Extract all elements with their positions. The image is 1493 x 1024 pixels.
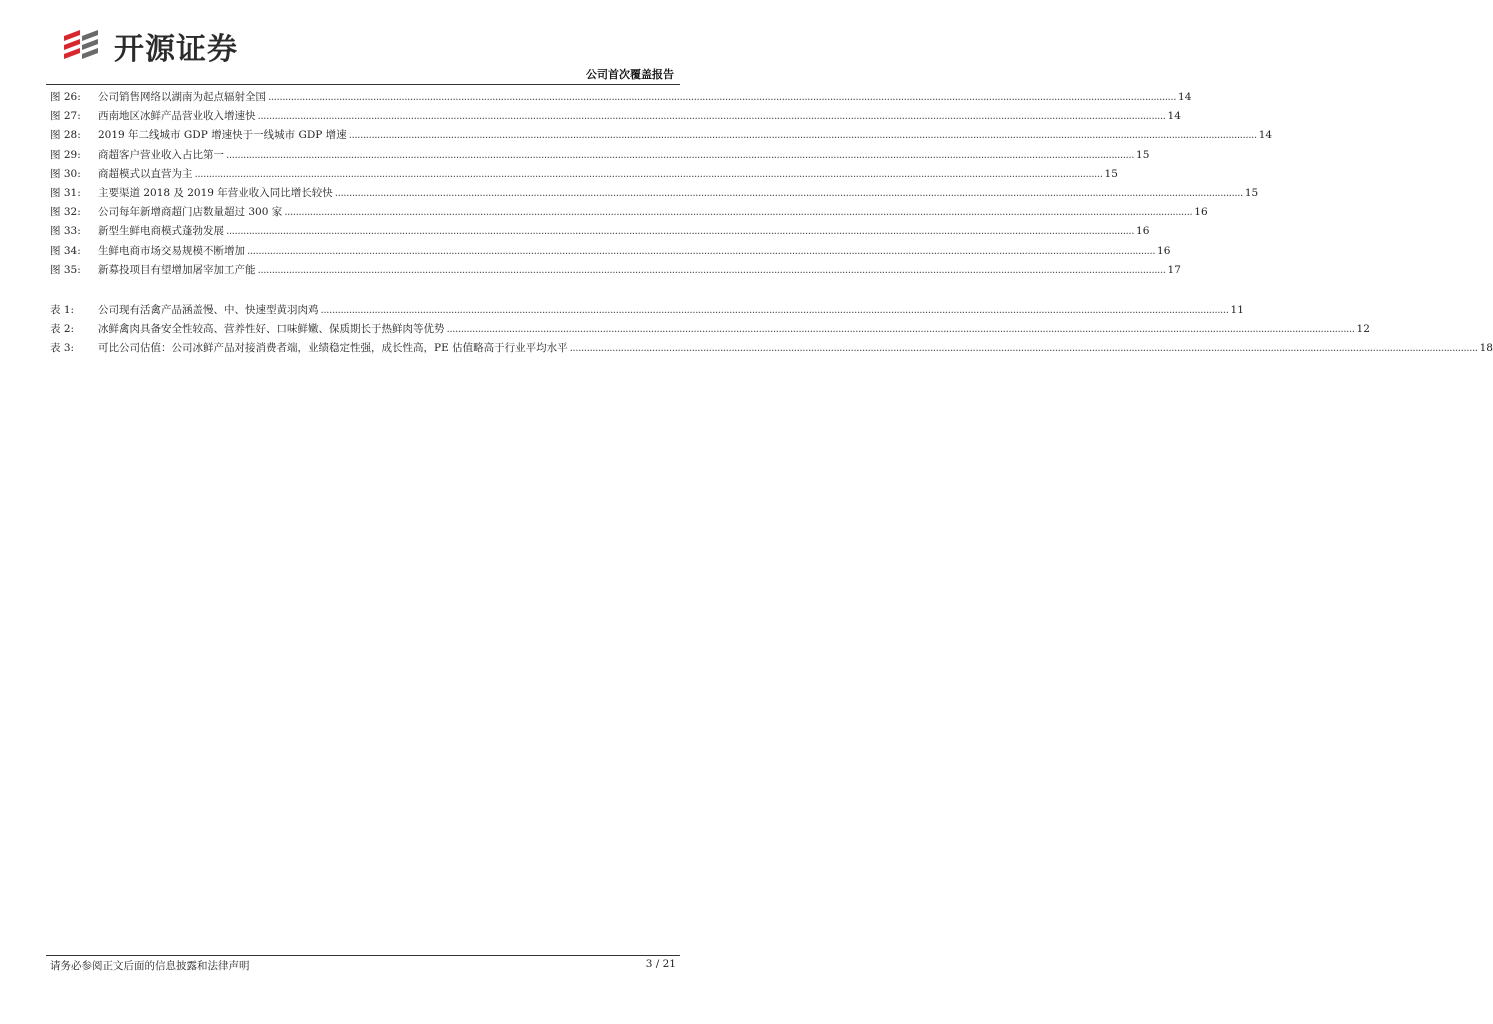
entry-page-number: 15 <box>1136 148 1150 161</box>
entry-page-number: 16 <box>1136 225 1150 238</box>
dot-leader <box>226 149 1134 161</box>
dot-leader <box>447 323 1355 335</box>
figure-index-row[interactable] <box>50 108 1181 127</box>
entry-title: 可比公司估值：公司冰鲜产品对接消费者端，业绩稳定性强，成长性高，PE 估值略高于行业平均水平 <box>98 342 568 355</box>
entry-number: 图 31: <box>50 186 81 199</box>
figure-index-row[interactable] <box>50 185 1259 204</box>
report-type-label: 公司首次覆盖报告 <box>586 68 674 81</box>
entry-title: 新募投项目有望增加屠宰加工产能 <box>98 263 256 276</box>
entry-number: 图 26: <box>50 91 81 103</box>
table-index-row[interactable] <box>50 340 1493 359</box>
entry-page-number: 11 <box>1230 304 1244 316</box>
table-index-row[interactable] <box>50 302 1244 321</box>
header-divider <box>46 84 680 85</box>
entry-page-number: 14 <box>1167 110 1181 123</box>
entry-title: 商超客户营业收入占比第一 <box>98 148 224 161</box>
entry-number: 表 2: <box>50 323 75 336</box>
entry-title: 2019 年二线城市 GDP 增速快于一线城市 GDP 增速 <box>98 129 347 142</box>
logo-text: 开源证券 <box>114 32 238 67</box>
dot-leader <box>335 187 1243 199</box>
entry-page-number: 14 <box>1178 91 1192 103</box>
entry-title: 生鲜电商市场交易规模不断增加 <box>98 244 245 257</box>
entry-number: 图 30: <box>50 167 81 180</box>
entry-title: 新型生鲜电商模式蓬勃发展 <box>98 225 224 238</box>
dot-leader <box>268 91 1176 103</box>
entry-title: 西南地区冰鲜产品营业收入增速快 <box>98 110 256 123</box>
logo-mark-icon <box>60 26 108 66</box>
entry-page-number: 12 <box>1356 323 1370 336</box>
entry-page-number: 16 <box>1194 206 1208 219</box>
entry-page-number: 15 <box>1244 186 1259 199</box>
entry-page-number: 18 <box>1479 342 1493 355</box>
table-index-row[interactable] <box>50 321 1370 340</box>
entry-title: 冰鲜禽肉具备安全性较高、营养性好、口味鲜嫩、保质期长于热鲜肉等优势 <box>98 323 445 336</box>
figure-index-row[interactable] <box>50 223 1150 242</box>
entry-number: 图 28: <box>50 129 81 142</box>
entry-title: 公司现有活禽产品涵盖慢、中、快速型黄羽肉鸡 <box>98 304 319 316</box>
brand-logo <box>60 26 238 66</box>
entry-number: 图 33: <box>50 225 81 238</box>
entry-title: 商超模式以直营为主 <box>98 167 193 180</box>
dot-leader <box>247 245 1155 257</box>
dot-leader <box>258 264 1166 276</box>
figure-index-row[interactable] <box>50 243 1171 262</box>
entry-number: 图 32: <box>50 206 81 219</box>
entry-page-number: 15 <box>1104 167 1118 180</box>
dot-leader <box>570 342 1478 354</box>
entry-number: 表 3: <box>50 342 75 355</box>
figure-index-row[interactable] <box>50 147 1150 166</box>
entry-title: 主要渠道 2018 及 2019 年营业收入同比增长较快 <box>98 186 333 199</box>
figure-index-row[interactable] <box>50 89 1192 108</box>
dot-leader <box>195 168 1103 180</box>
dot-leader <box>321 304 1229 316</box>
figure-index-row[interactable] <box>50 166 1118 185</box>
entry-page-number: 17 <box>1167 263 1181 276</box>
footer-divider <box>46 955 680 956</box>
entry-title: 公司每年新增商超门店数量超过 300 家 <box>98 206 283 219</box>
entry-number: 图 35: <box>50 263 81 276</box>
footer-disclaimer: 请务必参阅正文后面的信息披露和法律声明 <box>50 960 250 972</box>
dot-leader <box>226 225 1134 237</box>
entry-number: 图 27: <box>50 110 81 123</box>
entry-title: 公司销售网络以湖南为起点辐射全国 <box>98 91 266 103</box>
dot-leader <box>284 206 1192 218</box>
dot-leader <box>349 129 1257 141</box>
dot-leader <box>258 110 1166 122</box>
entry-number: 图 34: <box>50 244 81 257</box>
figure-index-row[interactable] <box>50 127 1273 146</box>
entry-page-number: 16 <box>1157 244 1171 257</box>
page-indicator: 3 / 21 <box>645 958 676 970</box>
entry-page-number: 14 <box>1258 129 1273 142</box>
figure-index-row[interactable] <box>50 262 1181 281</box>
figure-index <box>50 89 1273 281</box>
table-index <box>50 302 1493 360</box>
entry-number: 图 29: <box>50 148 81 161</box>
figure-index-row[interactable] <box>50 204 1208 223</box>
entry-number: 表 1: <box>50 304 75 316</box>
